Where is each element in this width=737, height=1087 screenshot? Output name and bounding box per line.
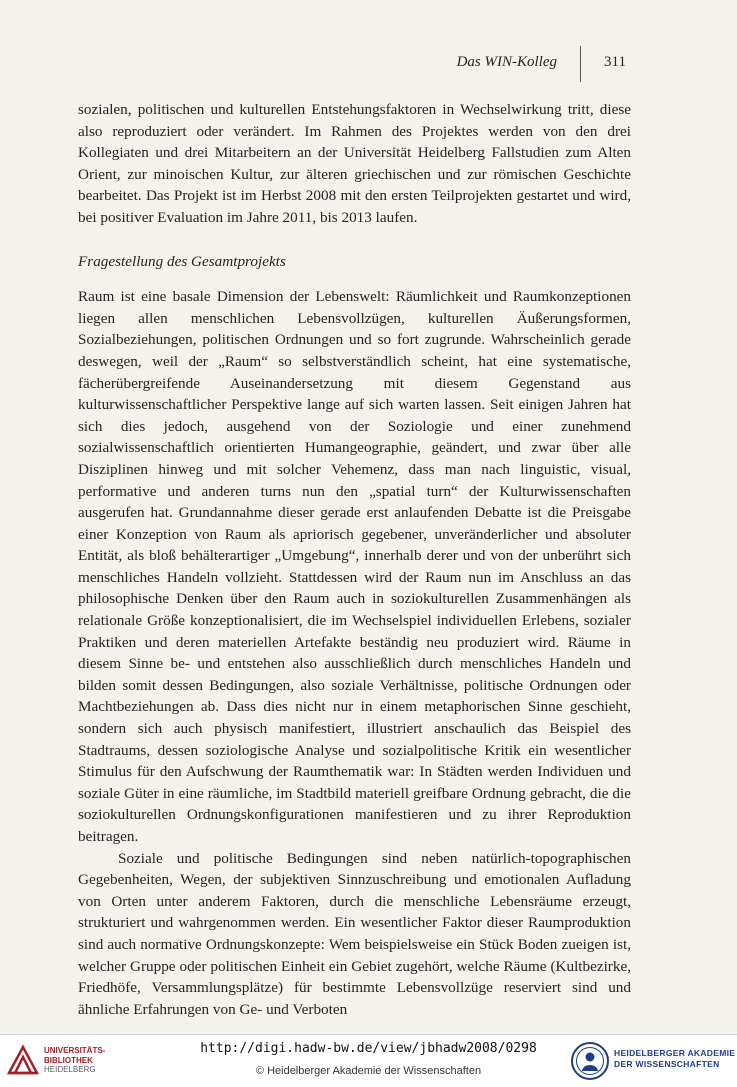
running-head-divider <box>580 46 581 82</box>
library-name-line-1: UNIVERSITÄTS- <box>44 1046 106 1055</box>
section-heading: Fragestellung des Gesamtprojekts <box>78 252 286 270</box>
running-head <box>0 54 737 74</box>
academy-seal-icon <box>570 1041 610 1081</box>
body-text <box>78 99 631 1020</box>
paragraph-3: Soziale und politische Bedingungen sind neben natürlich-topographischen Gegebenheiten, Wegen, der subjektiven Sinnzuschreibung und emotionalen Aufladung von Orten unter anderem Faktoren, durch die menschliche Lebensräume erzeugt, strukturiert und wahrgenommen werden. Ein wesentlicher Faktor dieser Raumproduktion sind auch normative Ordnungskonzepte: Wem beispielsweise ein Stück Boden zueigen ist, welcher Gruppe oder politischen Einheit ein Gebiet zugehört, welche Räume (Kultbezirke, Friedhöfe, Versammlungsplätze) für bestimmte Lebensvollzüge reserviert sind und ähnliche Erfahrungen von Ge- und Verboten <box>78 849 631 1018</box>
page-number: 311 <box>604 54 626 70</box>
running-head-title: Das WIN-Kolleg <box>456 54 557 70</box>
library-name-line-2: BIBLIOTHEK <box>44 1055 93 1065</box>
academy-name-line-1: HEIDELBERGER AKADEMIE <box>614 1048 736 1058</box>
academy-name-line-2: DER WISSENSCHAFTEN <box>614 1059 720 1069</box>
paragraph-1: sozialen, politischen und kulturellen Entstehungsfaktoren in Wechselwirkung tritt, diese also reproduziert oder verändert. Im Rahmen des Projektes werden von den drei Kollegiaten und drei Mitarbeitern an der Universität Heidelberg Fallstudien zum Alten Orient, zur minoischen Kultur, zur älteren griechischen und zur römischen Geschichte bearbeitet. Das Projekt ist im Herbst 2008 mit den ersten Teilprojekten gestartet und wird, bei positiver Evaluation im Jahre 2011, bis 2013 laufen. <box>78 101 631 226</box>
library-name-line-3: HEIDELBERG <box>44 1065 96 1074</box>
academy-name <box>614 1048 735 1070</box>
copyright-notice: © Heidelberger Akademie der Wissenschaften <box>255 1065 482 1077</box>
permalink-url[interactable]: http://digi.hadw-bw.de/view/jbhadw2008/0298 <box>200 1041 537 1056</box>
paragraph-2: Raum ist eine basale Dimension der Lebenswelt: Räumlichkeit und Raumkonzeptionen liegen allen menschlichen Lebensvollzügen, kulturellen Äußerungsformen, Sozialbeziehungen, politischen Ordnungen und so fort zugrunde. Wahrscheinlich gerade deswegen, weil der „Raum“ so selbstverständlich scheint, hat eine systematische, fächerübergreifende Auseinandersetzung mit diesem Gegenstand aus kulturwissenschaftlicher Perspektive lange auf sich warten lassen. Seit einigen Jahren hat sich dies jedoch, ausgehend von der Soziologie und einer zunehmend sozialwissenschaftlich orientierten Humangeographie, geändert, und zwar über alle Disziplinen hinweg und mit solcher Vehemenz, dass man nach linguistic, visual, performative und anderen turns nun den „spatial turn“ der Kulturwissenschaften ausgerufen hat. Grundannahme dieser gerade erst anlaufenden Debatte ist die Preisgabe einer Konzeption von Raum als apriorisch gegebener, unveränderlicher und absoluter Entität, als bloß behälterartiger „Umgebung“, innerhalb derer und von der unberührt sich menschliches Handeln vollzieht. Stattdessen wird der Raum nun im Anschluss an das philosophische Denken über den Raum auch in soziokulturellen Zusammenhängen als relationale Größe konzeptionalisiert, die im Wechselspiel individuellen Erlebens, sozialer Praktiken und deren materiellen Artefakte beständig neu produziert wird. Räume in diesem Sinne be- und entstehen also ausschließlich durch menschliches Handeln und bilden somit dessen Bedingungen, also soziale Verhältnisse, politische Ordnungen oder Machtbeziehungen ab. Dass dies nicht nur in einem metaphorischen Sinne geschieht, sondern sich auch physisch manifestiert, illustriert anschaulich das Beispiel des Stadtraums, dessen soziologische Analyse und sozialpolitische Kritik ein wesentlicher Stimulus für den Aufschwung der Raumthematik war: In Städten werden Individuen und soziale Güter in eine räumliche, im Stadtbild materiell greifbare Ordnung gebracht, die die soziokulturellen Ordnungskonfigurationen manifestieren und zu ihrer Reproduktion beitragen. <box>78 288 631 845</box>
digital-library-footer <box>0 1034 737 1087</box>
